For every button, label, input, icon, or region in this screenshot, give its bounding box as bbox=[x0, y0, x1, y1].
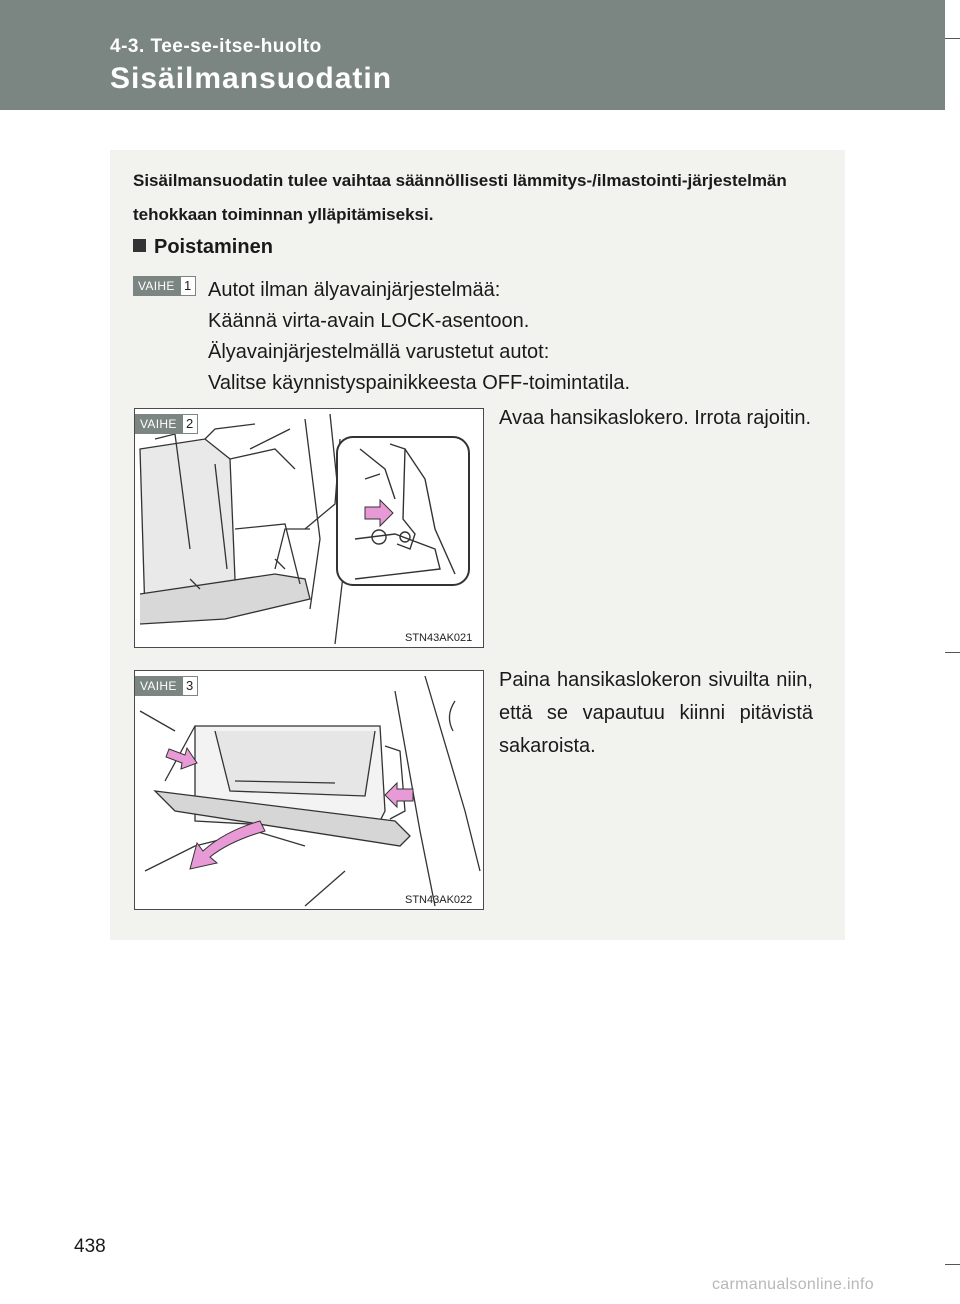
page-header bbox=[0, 0, 945, 110]
watermark: carmanualsonline.info bbox=[712, 1276, 874, 1293]
step-3-text: Paina hansikaslokeron sivuilta niin, että se vapautuu kiinni pitävistä sakaroista. bbox=[499, 669, 813, 757]
edge-tick-middle bbox=[945, 652, 960, 653]
edge-tick-bottom bbox=[945, 1264, 960, 1265]
step-badge-1 bbox=[133, 276, 196, 296]
step-badge-3 bbox=[135, 676, 198, 696]
glovebox-release-illustration bbox=[135, 671, 483, 909]
subheading bbox=[133, 236, 273, 259]
figure-step-3 bbox=[134, 670, 484, 910]
step-1-line: Älyavainjärjestelmällä varustetut autot: bbox=[208, 341, 550, 363]
step-badge-2 bbox=[135, 414, 198, 434]
page-number: 438 bbox=[74, 1236, 106, 1257]
step-badge-word: VAIHE bbox=[135, 414, 182, 434]
step-1-text bbox=[208, 275, 630, 399]
subheading-label: Poistaminen bbox=[154, 236, 273, 258]
step-2-text: Avaa hansikaslokero. Irrota rajoitin. bbox=[499, 407, 812, 429]
intro-text: Sisäilmansuodatin tulee vaihtaa säännöllisesti lämmitys-/ilmastointi-järjestelmän tehokkaan toiminnan ylläpitämiseksi. bbox=[133, 171, 787, 224]
step-badge-number: 2 bbox=[182, 414, 198, 434]
square-bullet-icon bbox=[133, 239, 146, 252]
figure-step-2 bbox=[134, 408, 484, 648]
step-1-line: Valitse käynnistyspainikkeesta OFF-toimintatila. bbox=[208, 372, 631, 394]
step-1-line: Käännä virta-avain LOCK-asentoon. bbox=[208, 310, 530, 332]
step-badge-word: VAIHE bbox=[133, 276, 180, 296]
step-badge-number: 1 bbox=[180, 276, 196, 296]
edge-tick-top bbox=[945, 38, 960, 39]
step-badge-number: 3 bbox=[182, 676, 198, 696]
step-1-line: Autot ilman älyavainjärjestelmää: bbox=[208, 279, 501, 301]
figure-code-2: STN43AK021 bbox=[405, 632, 473, 644]
step-badge-word: VAIHE bbox=[135, 676, 182, 696]
glovebox-restrictor-illustration bbox=[135, 409, 483, 647]
figure-code-3: STN43AK022 bbox=[405, 894, 473, 906]
page-title: Sisäilmansuodatin bbox=[110, 62, 393, 95]
section-label: 4-3. Tee-se-itse-huolto bbox=[110, 36, 322, 57]
